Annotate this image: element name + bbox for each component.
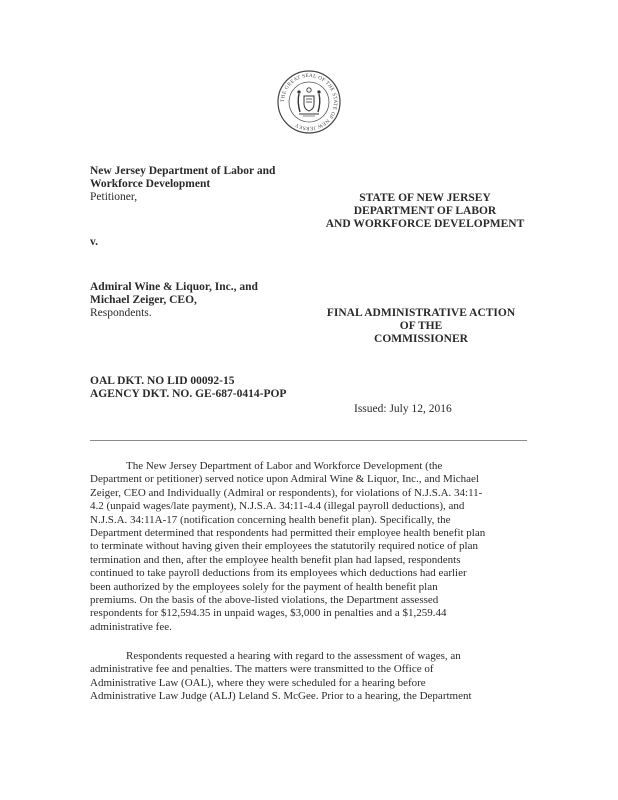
paragraph-line: premiums. On the basis of the above-listed violations, the Department assessed [90,594,439,607]
paragraph-line: Administrative Law (OAL), where they were scheduled for a hearing before [90,676,426,689]
versus-label: v. [90,236,98,248]
oal-docket-number: OAL DKT. NO LID 00092-15 [90,375,235,387]
paragraph-line: Zeiger, CEO and Individually (Admiral or respondents), for violations of N.J.S.A. 34:11- [90,486,483,499]
agency-heading-line1: STATE OF NEW JERSEY [359,192,491,204]
state-seal-icon [277,70,341,134]
action-heading-line1: FINAL ADMINISTRATIVE ACTION [326,307,516,319]
paragraph-line: administrative fee. [90,620,172,633]
paragraph-line: Respondents requested a hearing with regard to the assessment of wages, an [126,650,461,662]
agency-docket-number: AGENCY DKT. NO. GE-687-0414-POP [90,388,287,400]
issued-date: Issued: July 12, 2016 [354,403,452,415]
respondents-role: Respondents. [90,307,152,319]
paragraph-line: 4.2 (unpaid wages/late payment), N.J.S.A. 34:11-4.4 (illegal payroll deductions), and [90,500,465,513]
action-heading-line2: OF THE [399,320,443,332]
paragraph-line: termination and then, after the employee health benefit plan had lapsed, respondents [90,553,461,566]
paragraph-line: been authorized by the employees solely for the payment of health benefit plan [90,580,438,593]
action-heading-line3: COMMISSIONER [374,333,468,345]
paragraph-1 [90,460,530,634]
agency-heading-line3: AND WORKFORCE DEVELOPMENT [325,218,525,230]
seal-ring-text: THE GREAT SEAL OF THE STATE OF NEW JERSEY [279,72,339,132]
respondents-name-line2: Michael Zeiger, CEO, [90,294,197,306]
petitioner-block [90,165,275,204]
agency-heading-line2: DEPARTMENT OF LABOR [353,205,497,217]
respondents-name-line1: Admiral Wine & Liquor, Inc., and [90,281,258,293]
paragraph-line: Administrative Law Judge (ALJ) Leland S. McGee. Prior to a hearing, the Department [90,690,472,703]
petitioner-role: Petitioner, [90,191,138,203]
paragraph-line: administrative fee and penalties. The matters were transmitted to the Office of [90,663,434,676]
respondents-block [90,281,258,320]
agency-heading [310,192,540,231]
docket-block [90,375,286,401]
paragraph-line: continued to take payroll deductions from its employees which deductions had earlier [90,567,467,580]
petitioner-name-line1: New Jersey Department of Labor and [90,165,276,177]
paragraph-2 [90,650,530,704]
paragraph-line: Department determined that respondents had permitted their employee health benefit plan [90,527,486,540]
action-heading [306,307,536,346]
paragraph-line: The New Jersey Department of Labor and Workforce Development (the [126,460,443,472]
petitioner-name-line2: Workforce Development [90,178,211,190]
paragraph-line: to terminate without having given their employees the statutorily required notice of plan [90,540,478,553]
section-divider [90,440,527,441]
paragraph-line: N.J.S.A. 34:11A-17 (notification concerning health benefit plan). Specifically, the [90,513,451,526]
paragraph-line: Department or petitioner) served notice upon Admiral Wine & Liquor, Inc., and Michael [90,473,479,486]
paragraph-line: respondents for $12,594.35 in unpaid wages, $3,000 in penalties and a $1,259.44 [90,607,447,620]
